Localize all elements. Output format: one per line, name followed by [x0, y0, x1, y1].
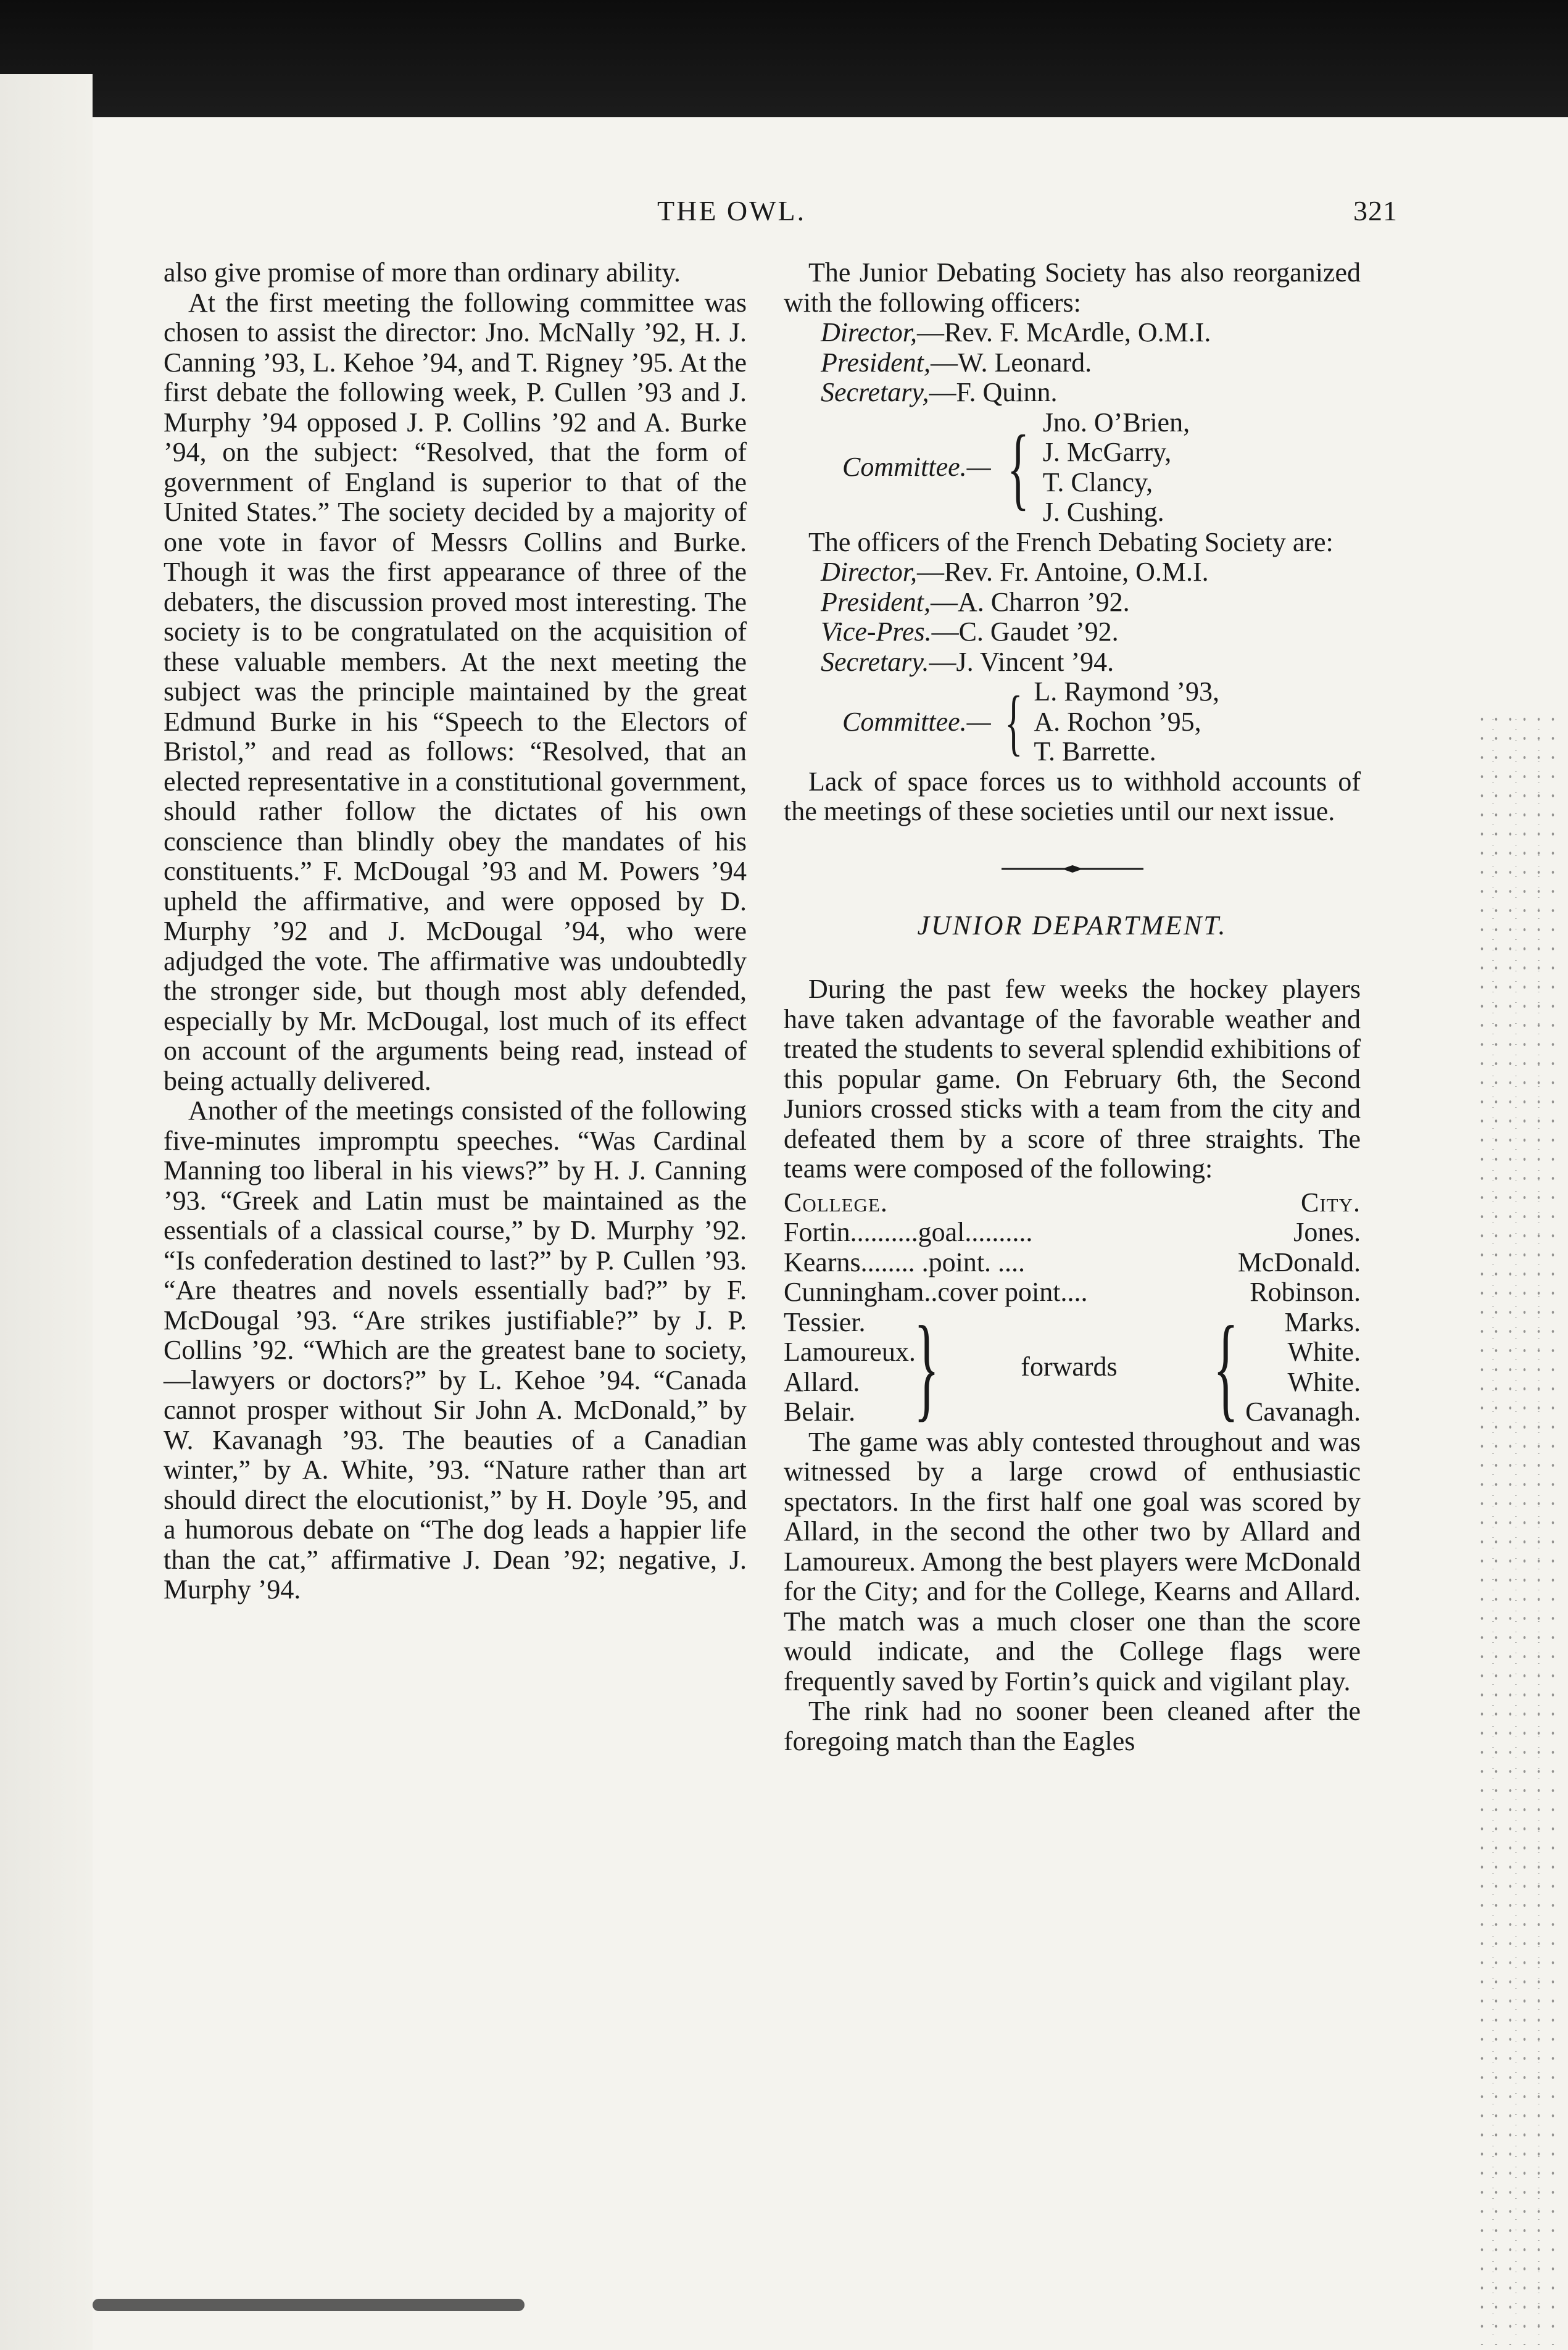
committee-member: J. McGarry, [1042, 437, 1172, 467]
forward-college: Lamoureux. [784, 1337, 916, 1367]
officer-line: Secretary,—F. Quinn. [821, 377, 1058, 407]
forward-college: Allard. [784, 1366, 860, 1397]
paragraph: The rink had no sooner been cleaned after the foregoing match than the Eagles [784, 1696, 1361, 1756]
officer-line: President,—W. Leonard. [821, 347, 1092, 378]
scan-bottom-smudge [93, 2299, 525, 2311]
scan-left-margin [0, 74, 93, 2350]
forward-city: Cavanagh. [1245, 1397, 1361, 1427]
forwards-label: forwards [1021, 1351, 1118, 1382]
officer-line: Director,—Rev. F. McArdle, O.M.I. [821, 317, 1211, 347]
committee-member: Jno. O’Brien, [1042, 407, 1190, 438]
forwards-block [784, 1302, 1361, 1432]
scan-edge-noise [1475, 710, 1555, 2345]
paragraph: During the past few weeks the hockey players have taken advantage of the favorable weather and treated the students to several splendid exhibitions of this popular game. On February 6th, the Second Juniors crossed sticks with a team from the city and defeated them by a score of three straights. The teams were composed of the following: [784, 974, 1361, 1184]
officer-line: Director,—Rev. Fr. Antoine, O.M.I. [821, 557, 1209, 587]
team-city: City. [1301, 1187, 1361, 1218]
lineup-row: Fortin..........goal.......... Jones. [784, 1217, 1361, 1247]
team-header [784, 1188, 1361, 1218]
forward-city: White. [1287, 1337, 1361, 1367]
forward-college: Belair. [784, 1397, 856, 1427]
committee-member: T. Barrette. [1034, 736, 1156, 766]
officer-line: Secretary.—J. Vincent ’94. [821, 646, 1114, 677]
junior-debating-intro: The Junior Debating Society has also reorganized with the following officers: [784, 257, 1361, 318]
committee-block [784, 408, 1361, 528]
brace-glyph: } [914, 1302, 940, 1432]
committee-label: Committee.— [842, 706, 991, 737]
french-debating-intro: The officers of the French Debating Society are: [808, 526, 1334, 557]
running-header [657, 194, 1398, 227]
committee-member: L. Raymond ’93, [1034, 676, 1220, 707]
team-college: College. [784, 1187, 888, 1218]
forward-city: Marks. [1284, 1306, 1361, 1337]
committee-member: T. Clancy, [1042, 467, 1153, 497]
paragraph: The game was ably contested throughout and was witnessed by a large crowd of enthusiastic spectators. In the first half one goal was scored by Allard, in the second the other two by Allard and Lamoureux. Among the best players were McDonald for the City; and for the College, Kearns and Allard. The match was a much closer one than the score would indicate, and the College flags were frequently saved by Fortin’s quick and vigilant play. [784, 1426, 1361, 1696]
page-number: 321 [1353, 195, 1398, 226]
officer-line: Vice-Pres.—C. Gaudet ’92. [821, 617, 1119, 647]
brace-glyph: { [1213, 1302, 1239, 1432]
committee-label: Committee.— [842, 452, 991, 483]
brace-glyph: { [1005, 680, 1023, 763]
scan-top-border [0, 0, 1568, 117]
section-title: JUNIOR DEPARTMENT. [917, 910, 1227, 940]
brace-glyph: { [1006, 416, 1029, 519]
journal-title: THE OWL. [657, 195, 807, 226]
paragraph: also give promise of more than ordinary ability. [164, 257, 681, 288]
section-divider [784, 864, 1361, 874]
forward-city: White. [1287, 1366, 1361, 1397]
committee-member: J. Cushing. [1042, 497, 1164, 527]
team-lineup [784, 1187, 1361, 1432]
forward-college: Tessier. [784, 1306, 866, 1337]
committee-block [784, 677, 1361, 767]
paragraph: Another of the meetings consisted of the following five-minutes impromptu speeches. “Was Cardinal Manning too liberal in his views?” by H. J. Canning ’93. “Greek and Latin must be maintained as the essentials of a classical course,” by D. Murphy ’92. “Is confederation destined to last?” by P. Cullen ’93. “Are theatres and novels essentially bad?” by F. McDougal ’93. “Are strikes justifiable?” by J. P. Collins ’92. “Which are the greatest bane to society,—lawyers or doctors?” by L. Kehoe ’94. “Canada cannot prosper without Sir John A. McDonald,” by W. Kavanagh ’93. The beauties of a Canadian winter,” by A. White, ’93. “Nature rather than art should direct the elocutionist,” by H. Doyle ’95, and a humorous debate on “The dog leads a happier life than the cat,” affirmative J. Dean ’92; negative, J. Murphy ’94. [164, 1095, 747, 1605]
committee-member: A. Rochon ’95, [1034, 706, 1201, 737]
lineup-row: Cunningham..cover point.... Robinson. [784, 1277, 1361, 1307]
right-column [784, 258, 1361, 1756]
left-column [164, 258, 747, 1605]
lineup-row: Kearns........ .point. .... McDonald. [784, 1247, 1361, 1277]
officer-line: President,—A. Charron ’92. [821, 586, 1130, 617]
lack-of-space-note: Lack of space forces us to withhold accounts of the meetings of these societies until our next issue. [784, 766, 1361, 826]
paragraph: At the first meeting the following committee was chosen to assist the director: Jno. McNally ’92, H. J. Canning ’93, L. Kehoe ’94, and T. Rigney ’95. At the first debate the following week, P. Cullen ’93 and J. Murphy ’94 opposed J. P. Collins ’92 and A. Burke ’94, on the subject: “Resolved, that the form of government of England is superior to that of the United States.” The society decided by a majority of one vote in favor of Messrs Collins and Burke. Though it was the first appearance of three of the debaters, the discussion proved most interesting. The society is to be congratulated on the acquisition of these valuable members. At the next meeting the subject was the principle maintained by the great Edmund Burke in his “Speech to the Electors of Bristol,” and read as follows: “Resolved, that an elected representative in a constitutional government, should rather follow the dictates of his own conscience than blindly obey the mandates of his constituents.” F. McDougal ’93 and M. Powers ’94 upheld the affirmative, and were opposed by D. Murphy ’92 and J. McDougal ’94, who were adjudged the vote. The affirmative was undoubtedly the stronger side, but though most ably defended, especially by Mr. McDougal, lost much of its effect on account of the arguments being read, instead of being actually delivered. [164, 287, 747, 1096]
